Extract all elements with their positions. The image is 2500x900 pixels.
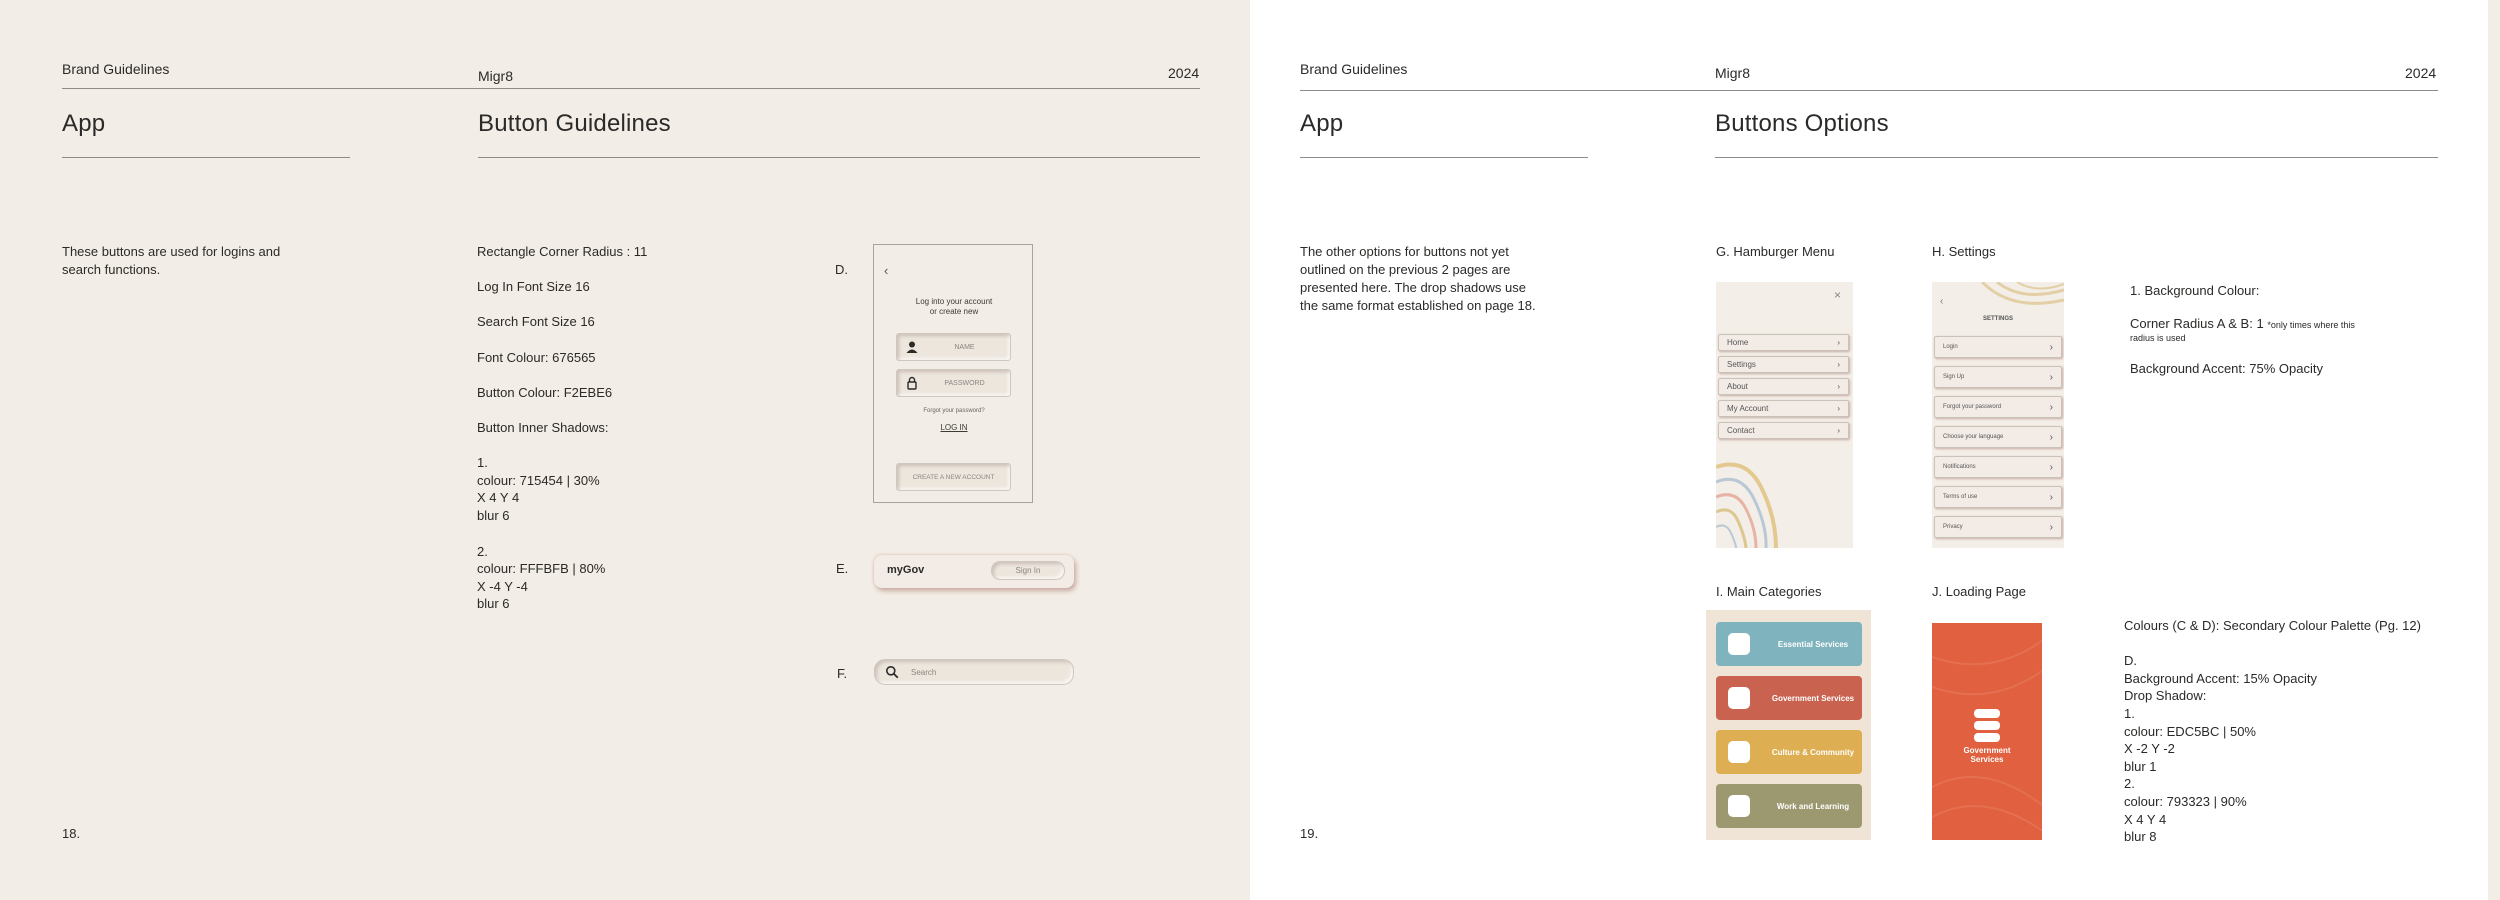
back-icon[interactable]: ‹ [884,263,889,278]
search-icon [885,665,899,679]
loading-caption: J. Loading Page [1932,584,2026,599]
chevron-right-icon: › [1837,338,1840,347]
menu-item-my-account[interactable]: My Account › [1718,400,1849,417]
chevron-right-icon: › [2049,521,2053,533]
culture-community-icon [1728,741,1750,763]
chevron-right-icon: › [2049,371,2053,383]
government-services-icon [1728,687,1750,709]
section-label-right: App [1300,110,1344,137]
login-heading: Log into your account or create new [915,297,993,316]
mockup-f-label: F. [837,666,848,681]
settings-caption: H. Settings [1932,244,1996,259]
inner-shadow-2: 2. colour: FFFBFB | 80% X -4 Y -4 blur 6 [477,543,606,612]
search-bar[interactable]: Search [874,659,1074,685]
chevron-right-icon: › [2049,431,2053,443]
page-title: Button Guidelines [478,110,671,137]
settings-item-notifications[interactable]: Notifications › [1934,456,2062,478]
lock-icon [905,376,919,390]
header-project-right: Migr8 [1715,65,1751,81]
intro-text-right: The other options for buttons not yet outlined on the previous 2 pages are presented here. The drop shadows use the same format established on page 18. [1300,244,1536,313]
chevron-right-icon: › [2049,401,2053,413]
section-rule-right [1300,157,1588,158]
category-culture-community[interactable]: Culture & Community [1716,730,1862,774]
categories-mockup [1706,610,1871,840]
hamburger-mockup [1716,282,1853,548]
wave-pattern-icon [1716,447,1816,548]
sign-in-button[interactable]: Sign In [991,561,1065,580]
mockup-d-label: D. [835,262,848,277]
category-work-learning[interactable]: Work and Learning [1716,784,1862,828]
mygov-bar [874,555,1074,588]
essential-services-icon [1728,633,1750,655]
page-title-right: Buttons Options [1715,110,1889,137]
chevron-right-icon: › [1837,426,1840,435]
page-number: 18. [62,826,81,841]
spec-list: Rectangle Corner Radius : 11 Log In Font Size 16 Search Font Size 16 Font Colour: 676565 Button Colour: F2EBE6 Button Inner Shadows: 1. colour: 715454 | 30% X 4 Y 4 blur 6 2. colour: FFFBFB | 80% X -4 Y -4 blur 6 [477,244,648,612]
password-field[interactable]: PASSWORD [896,369,1011,397]
settings-item-language[interactable]: Choose your language › [1934,426,2062,448]
next-page-edge [2488,0,2500,900]
section-rule [62,157,350,158]
close-icon[interactable]: × [1834,288,1842,302]
menu-item-settings[interactable]: Settings › [1718,356,1849,373]
title-rule-right [1715,157,2438,158]
category-essential-services[interactable]: Essential Services [1716,622,1862,666]
section-label: App [62,110,106,137]
settings-item-terms[interactable]: Terms of use › [1934,486,2062,508]
header-project: Migr8 [478,68,514,84]
notes-colours: Colours (C & D): Secondary Colour Palette (Pg. 12) D. Background Accent: 15% Opacity Drop Shadow: 1. colour: EDC5BC | 50% X -2 Y -2 blur 1 2. colour: 793323 | 90% X 4 Y 4 blur 8 [2124,618,2421,845]
chevron-right-icon: › [2049,461,2053,473]
header-rule-right [1300,90,2438,91]
settings-item-sign-up[interactable]: Sign Up › [1934,366,2062,388]
settings-title: SETTINGS [1982,316,2013,322]
back-icon[interactable]: ‹ [1940,296,1944,307]
mockup-e-label: E. [836,561,849,576]
page-number-right: 19. [1300,826,1319,841]
notes-background-colour: 1. Background Colour: Corner Radius A & B: 1 *only times where this radius is used Background Accent: 75% Opacity [2130,283,2355,376]
header-rule [62,88,1200,89]
login-mockup [873,244,1033,503]
inner-shadow-1: 1. colour: 715454 | 30% X 4 Y 4 blur 6 [477,455,600,523]
header-year-right: 2024 [2405,65,2437,81]
mygov-brand: myGov [887,564,925,576]
government-services-icon [1972,709,2002,743]
chevron-right-icon: › [1837,404,1840,413]
create-account-button[interactable]: CREATE A NEW ACCOUNT [896,463,1011,491]
chevron-right-icon: › [2049,341,2053,353]
header-brand: Brand Guidelines [62,61,170,77]
name-field[interactable]: NAME [896,333,1011,361]
forgot-password-link[interactable]: Forgot your password? [923,408,985,414]
title-rule [478,157,1200,158]
chevron-right-icon: › [1837,382,1840,391]
chevron-right-icon: › [1837,360,1840,369]
categories-caption: I. Main Categories [1716,584,1822,599]
loading-title: Government Services [1963,746,2011,764]
loading-mockup [1932,623,2042,840]
menu-item-home[interactable]: Home › [1718,334,1849,351]
intro-text: These buttons are used for logins and search functions. [62,244,281,277]
header-year: 2024 [1168,65,1200,81]
chevron-right-icon: › [2049,491,2053,503]
login-button[interactable]: LOG IN [940,423,968,432]
work-learning-icon [1728,795,1750,817]
category-government-services[interactable]: Government Services [1716,676,1862,720]
menu-item-contact[interactable]: Contact › [1718,422,1849,439]
settings-item-forgot-password[interactable]: Forgot your password › [1934,396,2062,418]
settings-mockup [1932,282,2064,548]
settings-item-privacy[interactable]: Privacy › [1934,516,2062,538]
settings-item-login[interactable]: Login › [1934,336,2062,358]
menu-item-about[interactable]: About › [1718,378,1849,395]
header-brand-right: Brand Guidelines [1300,61,1408,77]
hamburger-caption: G. Hamburger Menu [1716,244,1835,259]
user-icon [905,340,919,354]
